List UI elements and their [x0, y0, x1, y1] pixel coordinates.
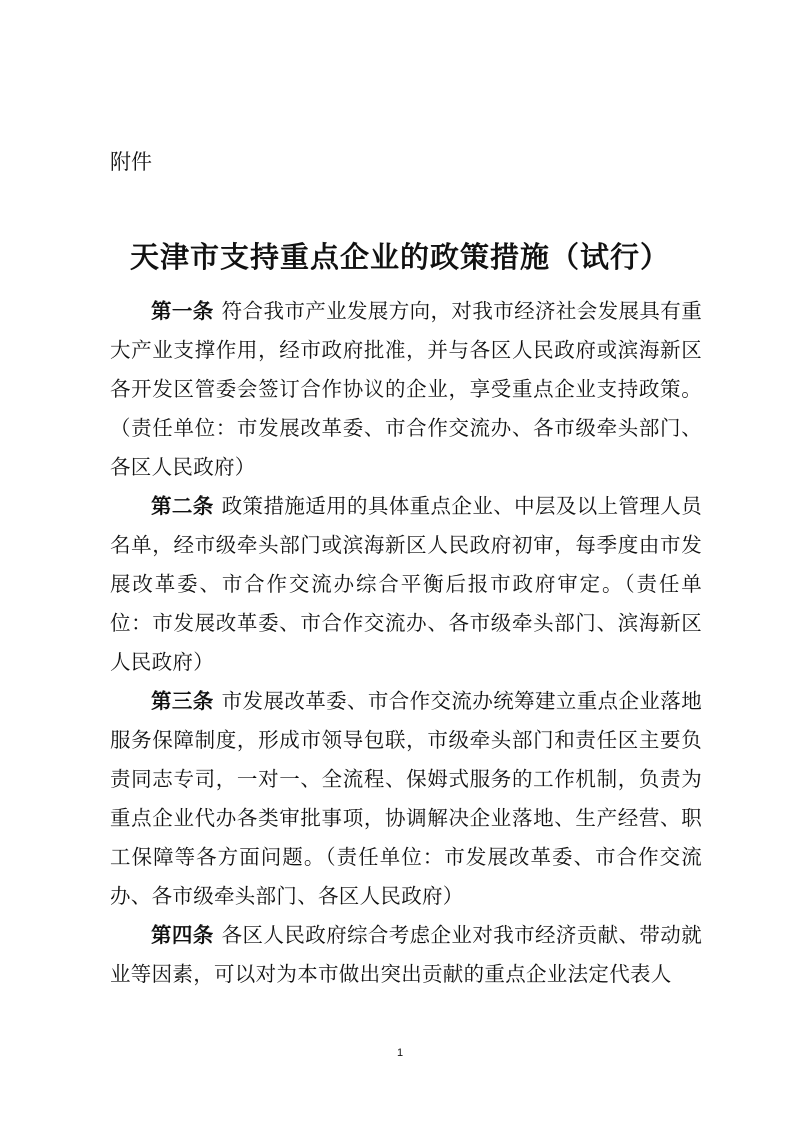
document-title: 天津市支持重点企业的政策措施（试行）	[129, 240, 670, 275]
article-3	[110, 682, 702, 916]
article-text: 市发展改革委、市合作交流办统筹建立重点企业落地服务保障制度，形成市领导包联，市级牵头部门和责任区主要负责同志专司，一对一、全流程、保姆式服务的工作机制，负责为重点企业代办各类审批事项，协调解决企业落地、生产经营、职工保障等各方面问题。（责任单位：市发展改革委、市合作交流办、各市级牵头部门、各区人民政府）	[110, 689, 702, 908]
article-number: 第二条	[151, 494, 214, 518]
article-number: 第三条	[151, 689, 214, 713]
page-number: 1	[396, 1047, 404, 1059]
document-body	[110, 292, 702, 994]
article-number: 第一条	[151, 299, 214, 323]
article-number: 第四条	[151, 923, 214, 947]
attachment-label: 附件	[110, 150, 152, 174]
article-text: 符合我市产业发展方向，对我市经济社会发展具有重大产业支撑作用，经市政府批准，并与各区人民政府或滨海新区各开发区管委会签订合作协议的企业，享受重点企业支持政策。（责任单位：市发展改革委、市合作交流办、各市级牵头部门、各区人民政府）	[110, 299, 702, 479]
article-2	[110, 487, 702, 682]
article-1	[110, 292, 702, 487]
article-text: 政策措施适用的具体重点企业、中层及以上管理人员名单，经市级牵头部门或滨海新区人民政府初审，每季度由市发展改革委、市合作交流办综合平衡后报市政府审定。（责任单位：市发展改革委、市合作交流办、各市级牵头部门、滨海新区人民政府）	[110, 494, 702, 674]
article-4	[110, 916, 702, 994]
article-text: 各区人民政府综合考虑企业对我市经济贡献、带动就业等因素，可以对为本市做出突出贡献的重点企业法定代表人	[110, 923, 702, 986]
